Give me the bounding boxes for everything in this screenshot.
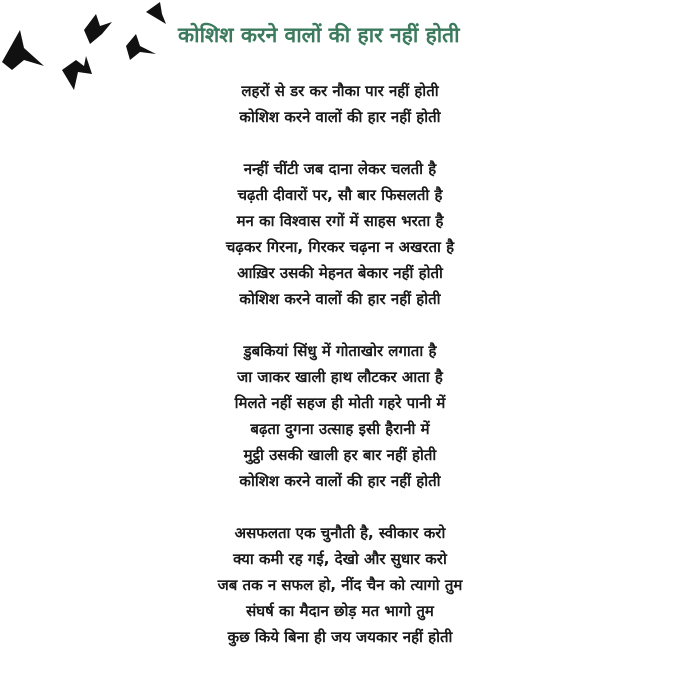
- poem-line: चढ़ती दीवारों पर, सौ बार फिसलती है: [237, 186, 443, 204]
- bird-icon: [126, 34, 156, 60]
- poem-line: मुट्ठी उसकी खाली हर बार नहीं होती: [243, 446, 437, 464]
- poem-line: जब तक न सफल हो, नींद चैन को त्यागो तुम: [217, 576, 463, 594]
- poem-line: मिलते नहीं सहज ही मोती गहरे पानी में: [234, 394, 446, 412]
- poem-line: कोशिश करने वालों की हार नहीं होती: [239, 472, 441, 490]
- poem-line: लहरों से डर कर नौका पार नहीं होती: [241, 82, 439, 100]
- flying-birds-icon: [0, 0, 175, 105]
- bird-icon: [62, 56, 92, 90]
- poem-line: मन का विश्वास रगों में साहस भरता है: [236, 212, 444, 230]
- poem-line: कोशिश करने वालों की हार नहीं होती: [239, 290, 441, 308]
- poem-line: संघर्ष का मैदान छोड़ मत भागो तुम: [246, 602, 434, 620]
- stanza: [160, 78, 520, 130]
- poem-line: डुबकियां सिंधु में गोताखोर लगाता है: [243, 342, 437, 360]
- poem-title: कोशिश करने वालों की हार नहीं होती: [178, 23, 460, 47]
- poem-body: [160, 78, 520, 650]
- poem-line: आख़िर उसकी मेहनत बेकार नहीं होती: [237, 264, 443, 282]
- poem-line: कोशिश करने वालों की हार नहीं होती: [239, 108, 441, 126]
- poem-line: क्या कमी रह गई, देखो और सुधार करो: [233, 550, 447, 568]
- bird-icon: [84, 14, 112, 44]
- poem-line: असफलता एक चुनौती है, स्वीकार करो: [234, 524, 446, 542]
- poem-line: चढ़कर गिरना, गिरकर चढ़ना न अखरता है: [225, 238, 455, 256]
- poem-line: जा जाकर खाली हाथ लौटकर आता है: [237, 368, 443, 386]
- stanza: [160, 338, 520, 494]
- poem-line: बढ़ता दुगना उत्साह इसी हैरानी में: [250, 420, 430, 438]
- bird-icon: [146, 2, 166, 24]
- poem-line: कुछ किये बिना ही जय जयकार नहीं होती: [227, 628, 453, 646]
- stanza: [160, 520, 520, 650]
- stanza: [160, 156, 520, 312]
- poem-line: नन्हीं चींटी जब दाना लेकर चलती है: [243, 160, 437, 178]
- bird-icon: [2, 30, 44, 70]
